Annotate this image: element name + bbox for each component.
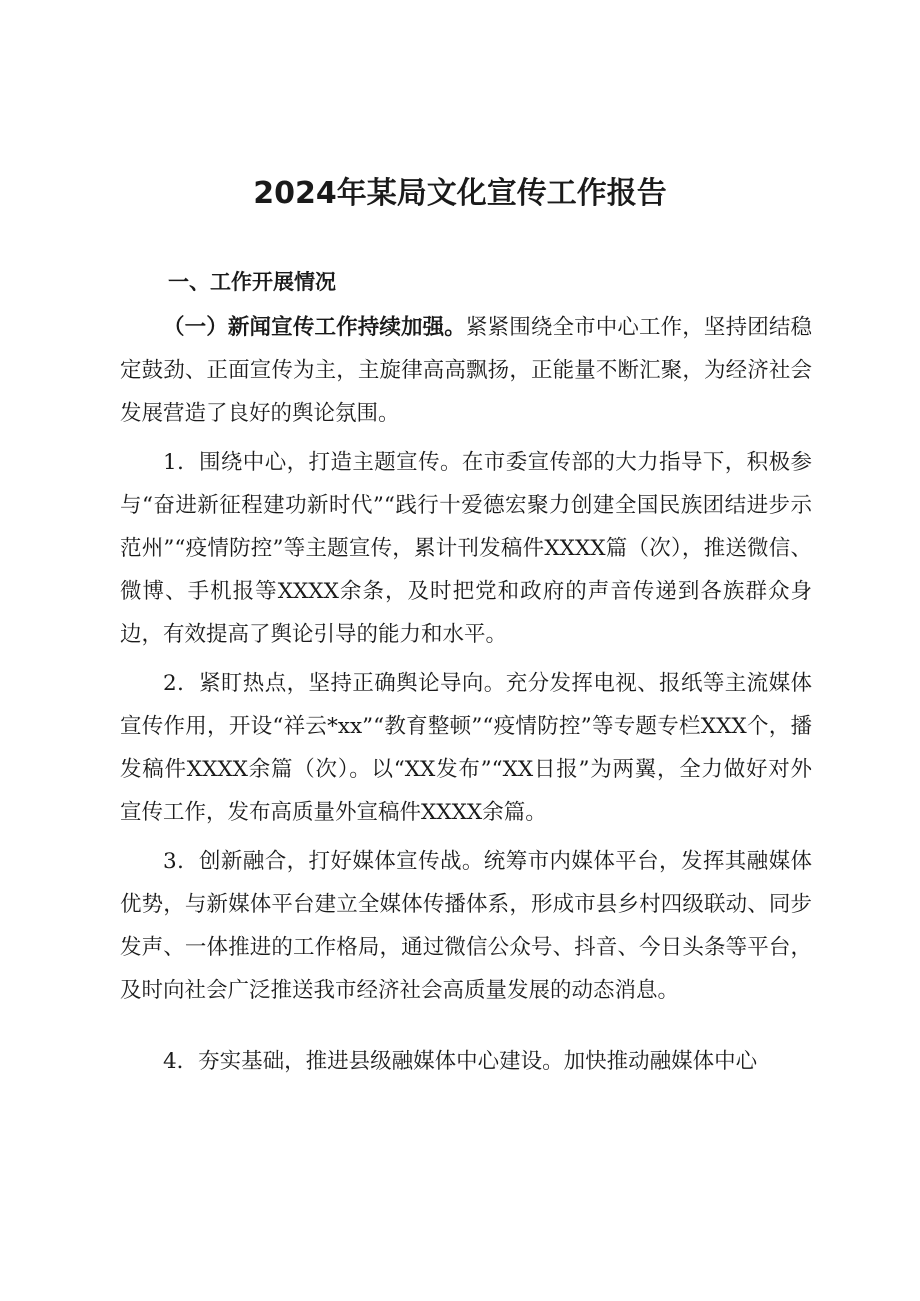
paragraph-text: 4．夯实基础，推进县级融媒体中心建设。加快推动融媒体中心 bbox=[163, 1049, 758, 1074]
paragraph-news-propaganda bbox=[120, 306, 812, 435]
paragraph-item-1 bbox=[120, 441, 812, 656]
document-body bbox=[120, 306, 812, 1089]
paragraph-text: 1．围绕中心，打造主题宣传。在市委宣传部的大力指导下，积极参与“奋进新征程建功新时代”“践行十爱德宏聚力创建全国民族团结进步示范州”“疫情防控”等主题宣传，累计刊发稿件XXXX篇（次），推送微信、微博、手机报等XXXX余条，及时把党和政府的声音传递到各族群众身边，有效提高了舆论引导的能力和水平。 bbox=[120, 450, 812, 647]
paragraph-item-4 bbox=[120, 1040, 812, 1083]
paragraph-text: 2．紧盯热点，坚持正确舆论导向。充分发挥电视、报纸等主流媒体宣传作用，开设“祥云*xx”“教育整顿”“疫情防控”等专题专栏XXX个，播发稿件XXXX余篇（次）。以“XX发布”“XX日报”为两翼，全力做好对外宣传工作，发布高质量外宣稿件XXXX余篇。 bbox=[120, 671, 812, 825]
paragraph-item-2 bbox=[120, 662, 812, 834]
document-title: 2024年某局文化宣传工作报告 bbox=[253, 176, 667, 211]
paragraph-item-3 bbox=[120, 840, 812, 1012]
paragraph-text: 3．创新融合，打好媒体宣传战。统筹市内媒体平台，发挥其融媒体优势，与新媒体平台建立全媒体传播体系，形成市县乡村四级联动、同步发声、一体推进的工作格局，通过微信公众号、抖音、今日头条等平台，及时向社会广泛推送我市经济社会高质量发展的动态消息。 bbox=[120, 849, 812, 1003]
paragraph-text: 紧紧围绕全市中心工作，坚持团结稳定鼓劲、正面宣传为主，主旋律高高飘扬，正能量不断汇聚，为经济社会发展营造了良好的舆论氛围。 bbox=[120, 315, 812, 426]
paragraph-lead: （一）新闻宣传工作持续加强。 bbox=[163, 315, 466, 340]
section-heading: 一、工作开展情况 bbox=[168, 270, 336, 294]
